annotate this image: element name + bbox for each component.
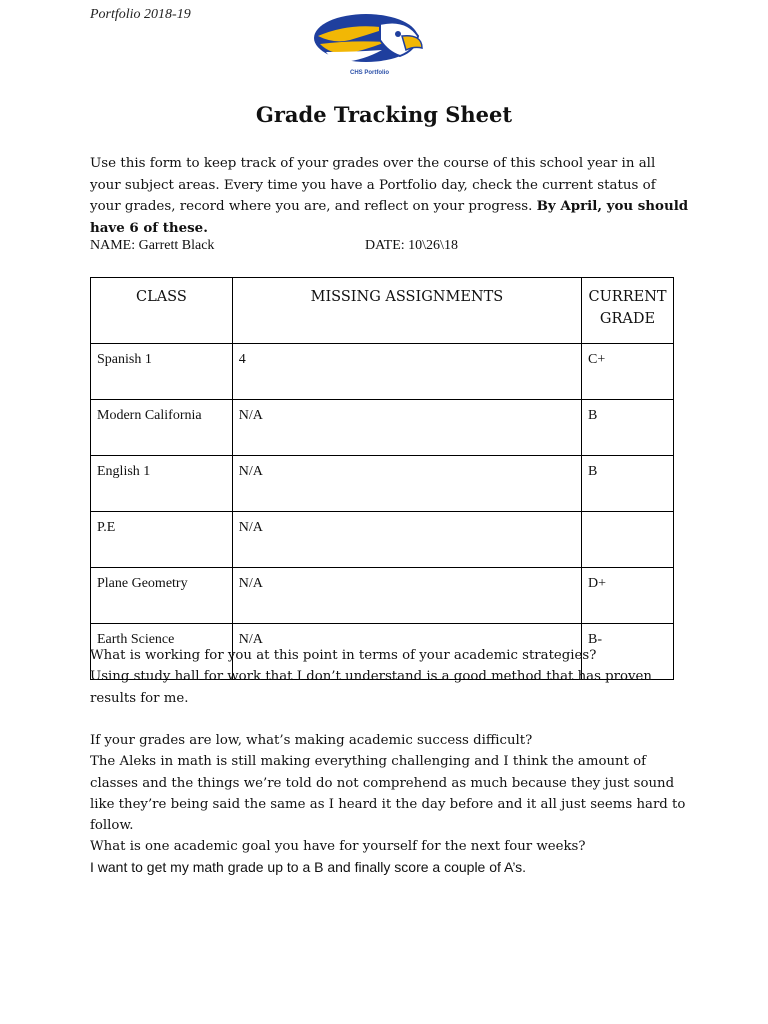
missing-cell: N/A bbox=[232, 512, 581, 568]
question-text: What is one academic goal you have for yourself for the next four weeks? bbox=[90, 839, 586, 854]
intro-text: Use this form to keep track of your grades over the course of this school year in all your subject areas. Every time you have a Portfolio day, check the current status of your grades, record where you are, and reflect on your progress. bbox=[90, 156, 656, 214]
reflection-block-3 bbox=[90, 836, 690, 879]
entry-date: DATE: 10\26\18 bbox=[365, 238, 458, 253]
class-cell: Plane Geometry bbox=[91, 568, 233, 624]
grade-cell: C+ bbox=[582, 344, 674, 400]
missing-cell: 4 bbox=[232, 344, 581, 400]
question-text: If your grades are low, what’s making academic success difficult? bbox=[90, 733, 533, 748]
grade-cell: B bbox=[582, 400, 674, 456]
intro-emphasis: By April, you should have 6 of these. bbox=[90, 198, 689, 236]
class-cell: Modern California bbox=[91, 400, 233, 456]
missing-cell: N/A bbox=[232, 624, 581, 680]
class-cell: Earth Science bbox=[91, 624, 233, 680]
answer-text: The Aleks in math is still making everything challenging and I think the amount of classes and the things we’re told do not comprehend as much because they just sound like they’re being said the same as I heard it the day before and it all just seems hard to follow. bbox=[90, 754, 686, 834]
reflection-block-1 bbox=[90, 645, 690, 709]
class-column-header: CLASS bbox=[91, 278, 233, 344]
grade-cell: D+ bbox=[582, 568, 674, 624]
class-cell: P.E bbox=[91, 512, 233, 568]
missing-assignments-column-header: MISSING ASSIGNMENTS bbox=[232, 278, 581, 344]
answer-text: Using study hall for work that I don’t understand is a good method that has proven results for me. bbox=[90, 669, 652, 706]
student-name: NAME: Garrett Black bbox=[90, 238, 215, 253]
grade-table bbox=[90, 277, 674, 680]
answer-text: I want to get my math grade up to a B and finally score a couple of A’s. bbox=[90, 859, 527, 876]
table-row bbox=[91, 568, 674, 624]
intro-paragraph bbox=[90, 153, 690, 239]
reflection-block-2 bbox=[90, 730, 690, 836]
logo-caption: CHS Portfolio bbox=[350, 70, 389, 76]
class-cell: Spanish 1 bbox=[91, 344, 233, 400]
grade-cell: B- bbox=[582, 624, 674, 680]
missing-cell: N/A bbox=[232, 456, 581, 512]
missing-cell: N/A bbox=[232, 568, 581, 624]
table-row bbox=[91, 456, 674, 512]
grade-cell: B bbox=[582, 456, 674, 512]
table-header-row bbox=[91, 278, 674, 344]
portfolio-label: Portfolio 2018-19 bbox=[90, 7, 191, 22]
grade-cell bbox=[582, 512, 674, 568]
question-text: What is working for you at this point in terms of your academic strategies? bbox=[90, 648, 597, 663]
current-grade-column-header: CURRENT GRADE bbox=[582, 278, 674, 344]
page-title: Grade Tracking Sheet bbox=[255, 102, 513, 127]
table-row bbox=[91, 512, 674, 568]
class-cell: English 1 bbox=[91, 456, 233, 512]
table-row bbox=[91, 344, 674, 400]
table-row bbox=[91, 400, 674, 456]
missing-cell: N/A bbox=[232, 400, 581, 456]
